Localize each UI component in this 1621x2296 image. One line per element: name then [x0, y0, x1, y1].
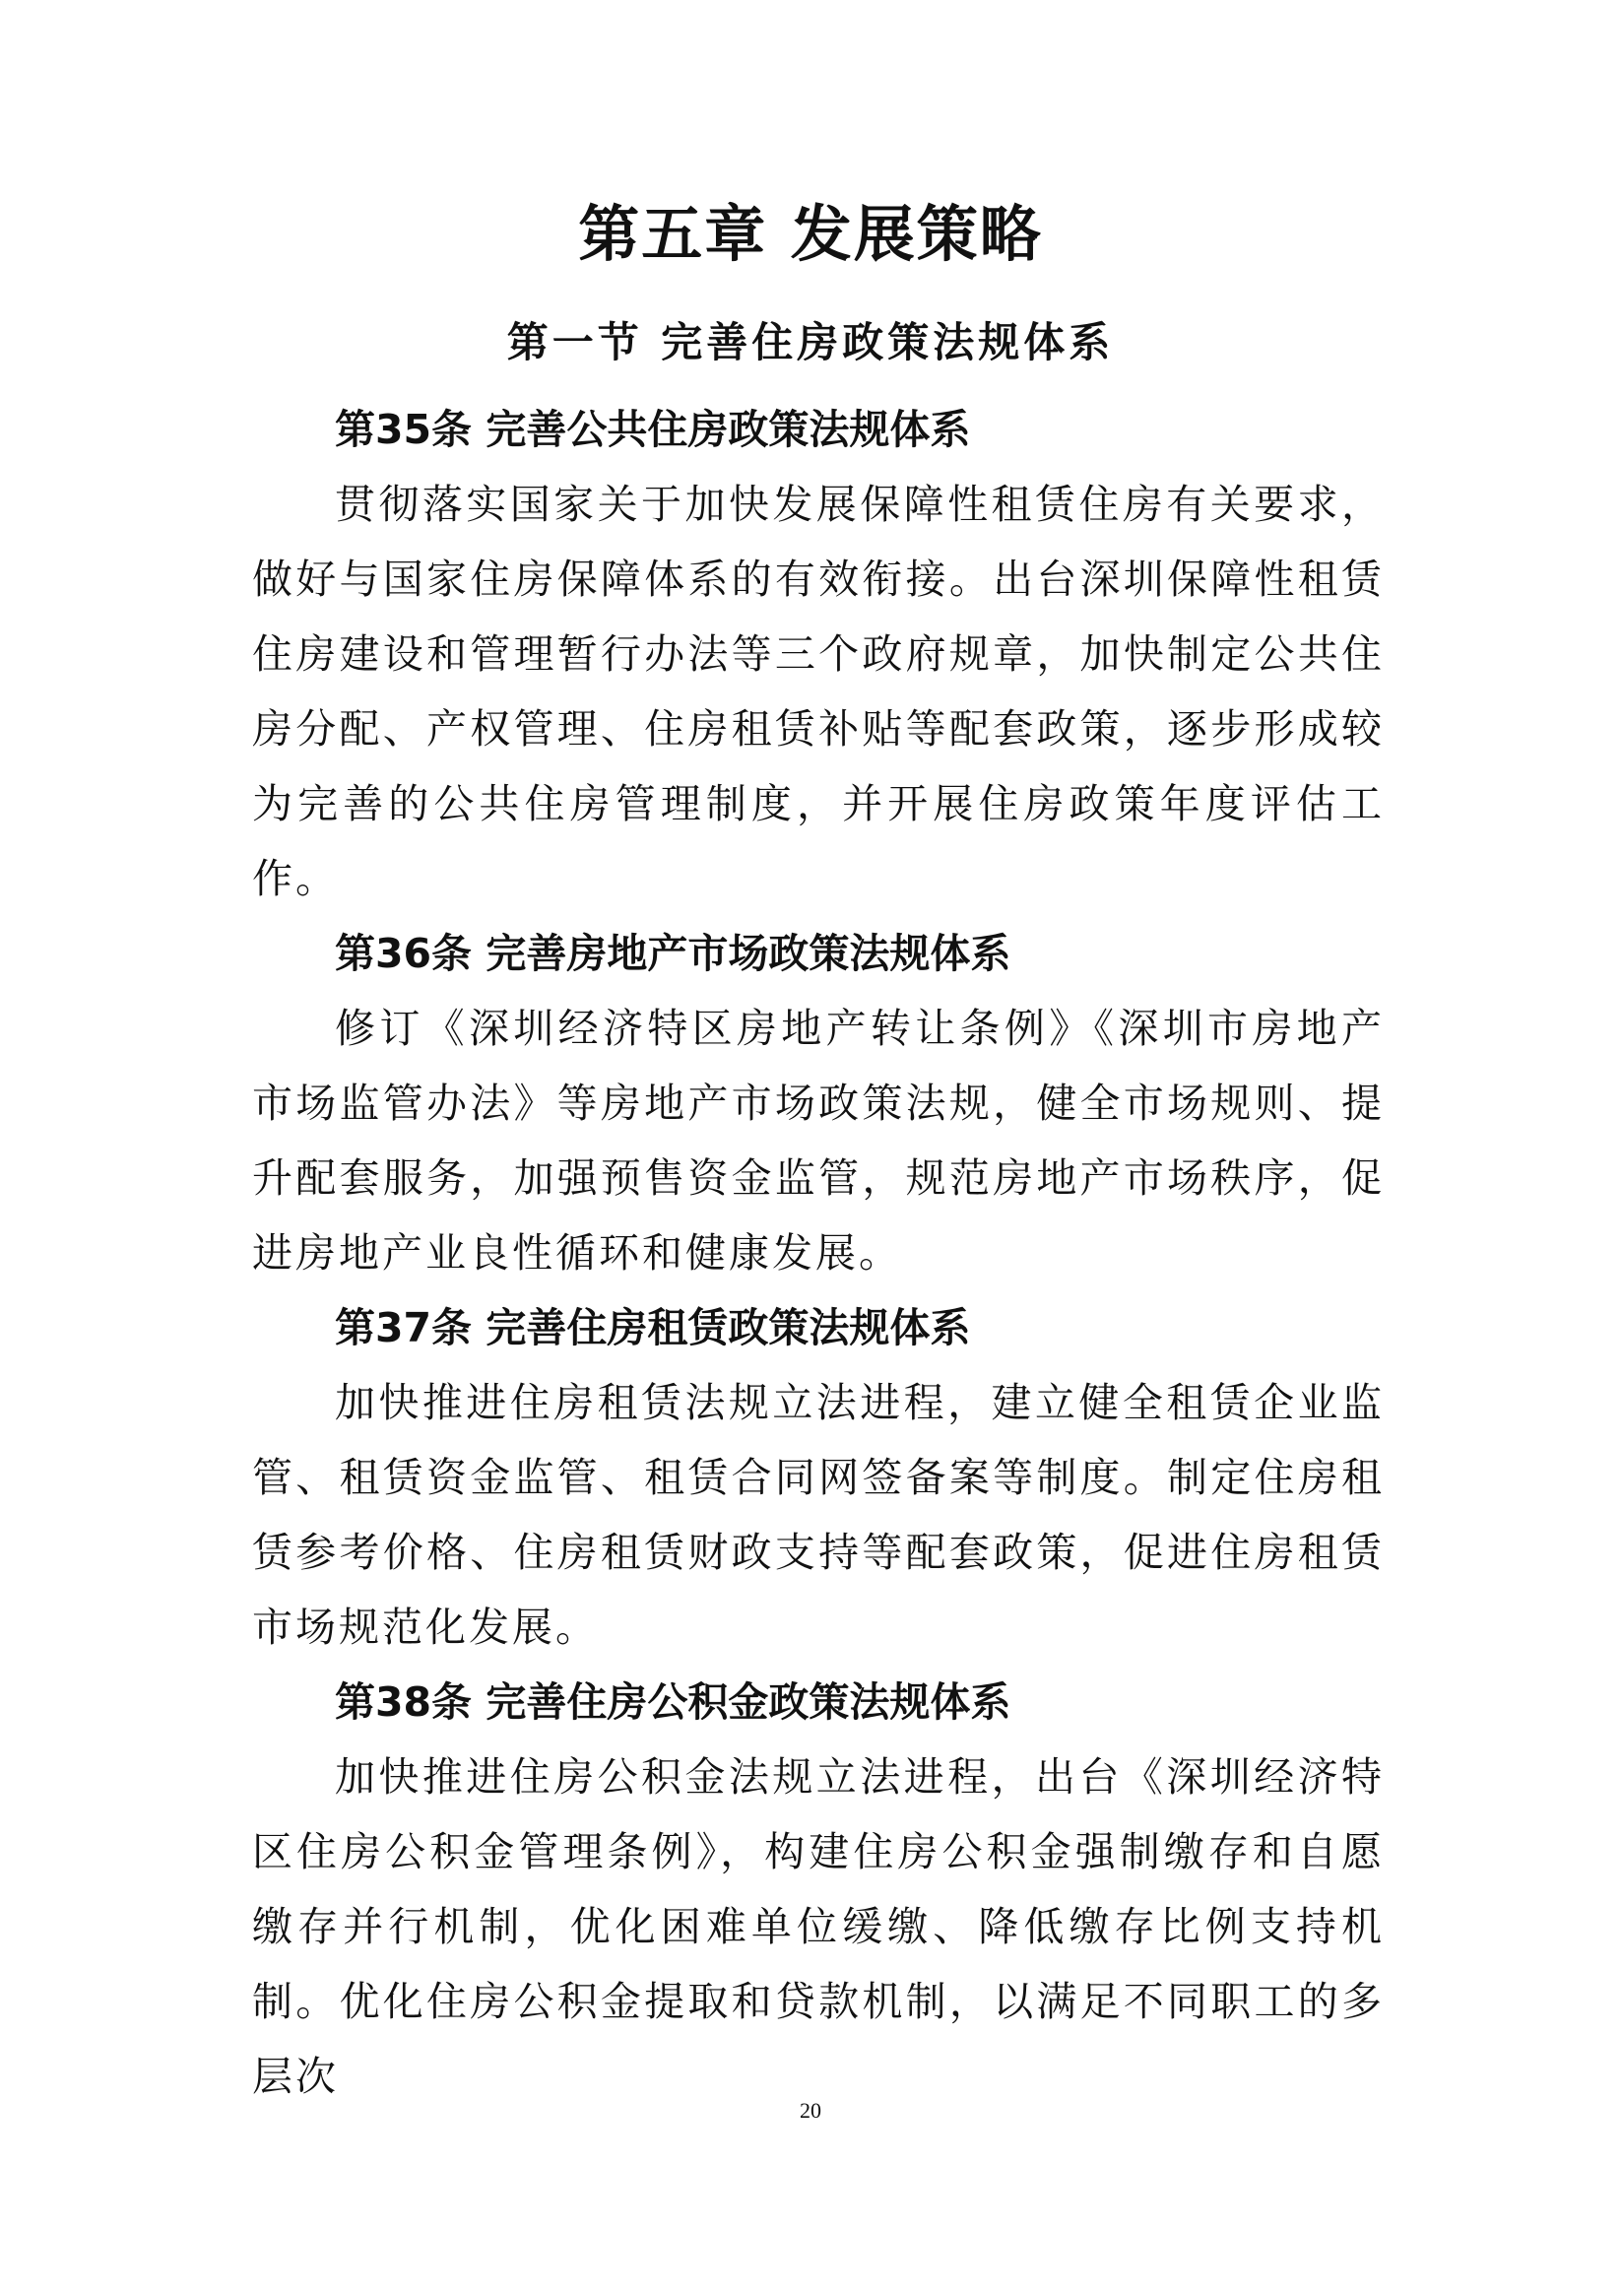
document-body — [252, 392, 1385, 2114]
chapter-title: 第五章 发展策略 — [578, 198, 1043, 270]
section-title: 第一节 完善住房政策法规体系 — [506, 318, 1115, 366]
article-35 — [252, 392, 1385, 916]
page-number: 20 — [800, 2098, 821, 2123]
article-paragraph: 加快推进住房租赁法规立法进程，建立健全租赁企业监管、租赁资金监管、租赁合同网签备案等制度。制定住房租赁参考价格、住房租赁财政支持等配套政策，促进住房租赁市场规范化发展。 — [252, 1379, 1385, 1651]
article-heading: 第35条 完善公共住房政策法规体系 — [335, 406, 971, 453]
article-37 — [252, 1290, 1385, 1665]
article-paragraph: 贯彻落实国家关于加快发展保障性租赁住房有关要求，做好与国家住房保障体系的有效衔接。出台深圳保障性租赁住房建设和管理暂行办法等三个政府规章，加快制定公共住房分配、产权管理、住房租赁补贴等配套政策，逐步形成较为完善的公共住房管理制度，并开展住房政策年度评估工作。 — [252, 481, 1385, 902]
article-38 — [252, 1665, 1385, 2114]
article-heading: 第36条 完善房地产市场政策法规体系 — [335, 930, 1011, 977]
article-36 — [252, 916, 1385, 1290]
article-paragraph: 加快推进住房公积金法规立法进程，出台《深圳经济特区住房公积金管理条例》，构建住房公积金强制缴存和自愿缴存并行机制，优化困难单位缓缴、降低缴存比例支持机制。优化住房公积金提取和贷款机制，以满足不同职工的多层次 — [252, 1753, 1385, 2100]
article-heading: 第38条 完善住房公积金政策法规体系 — [335, 1678, 1011, 1726]
article-heading: 第37条 完善住房租赁政策法规体系 — [335, 1304, 971, 1351]
article-paragraph: 修订《深圳经济特区房地产转让条例》《深圳市房地产市场监管办法》等房地产市场政策法规，健全市场规则、提升配套服务，加强预售资金监管，规范房地产市场秩序，促进房地产业良性循环和健康发展。 — [252, 1005, 1385, 1277]
